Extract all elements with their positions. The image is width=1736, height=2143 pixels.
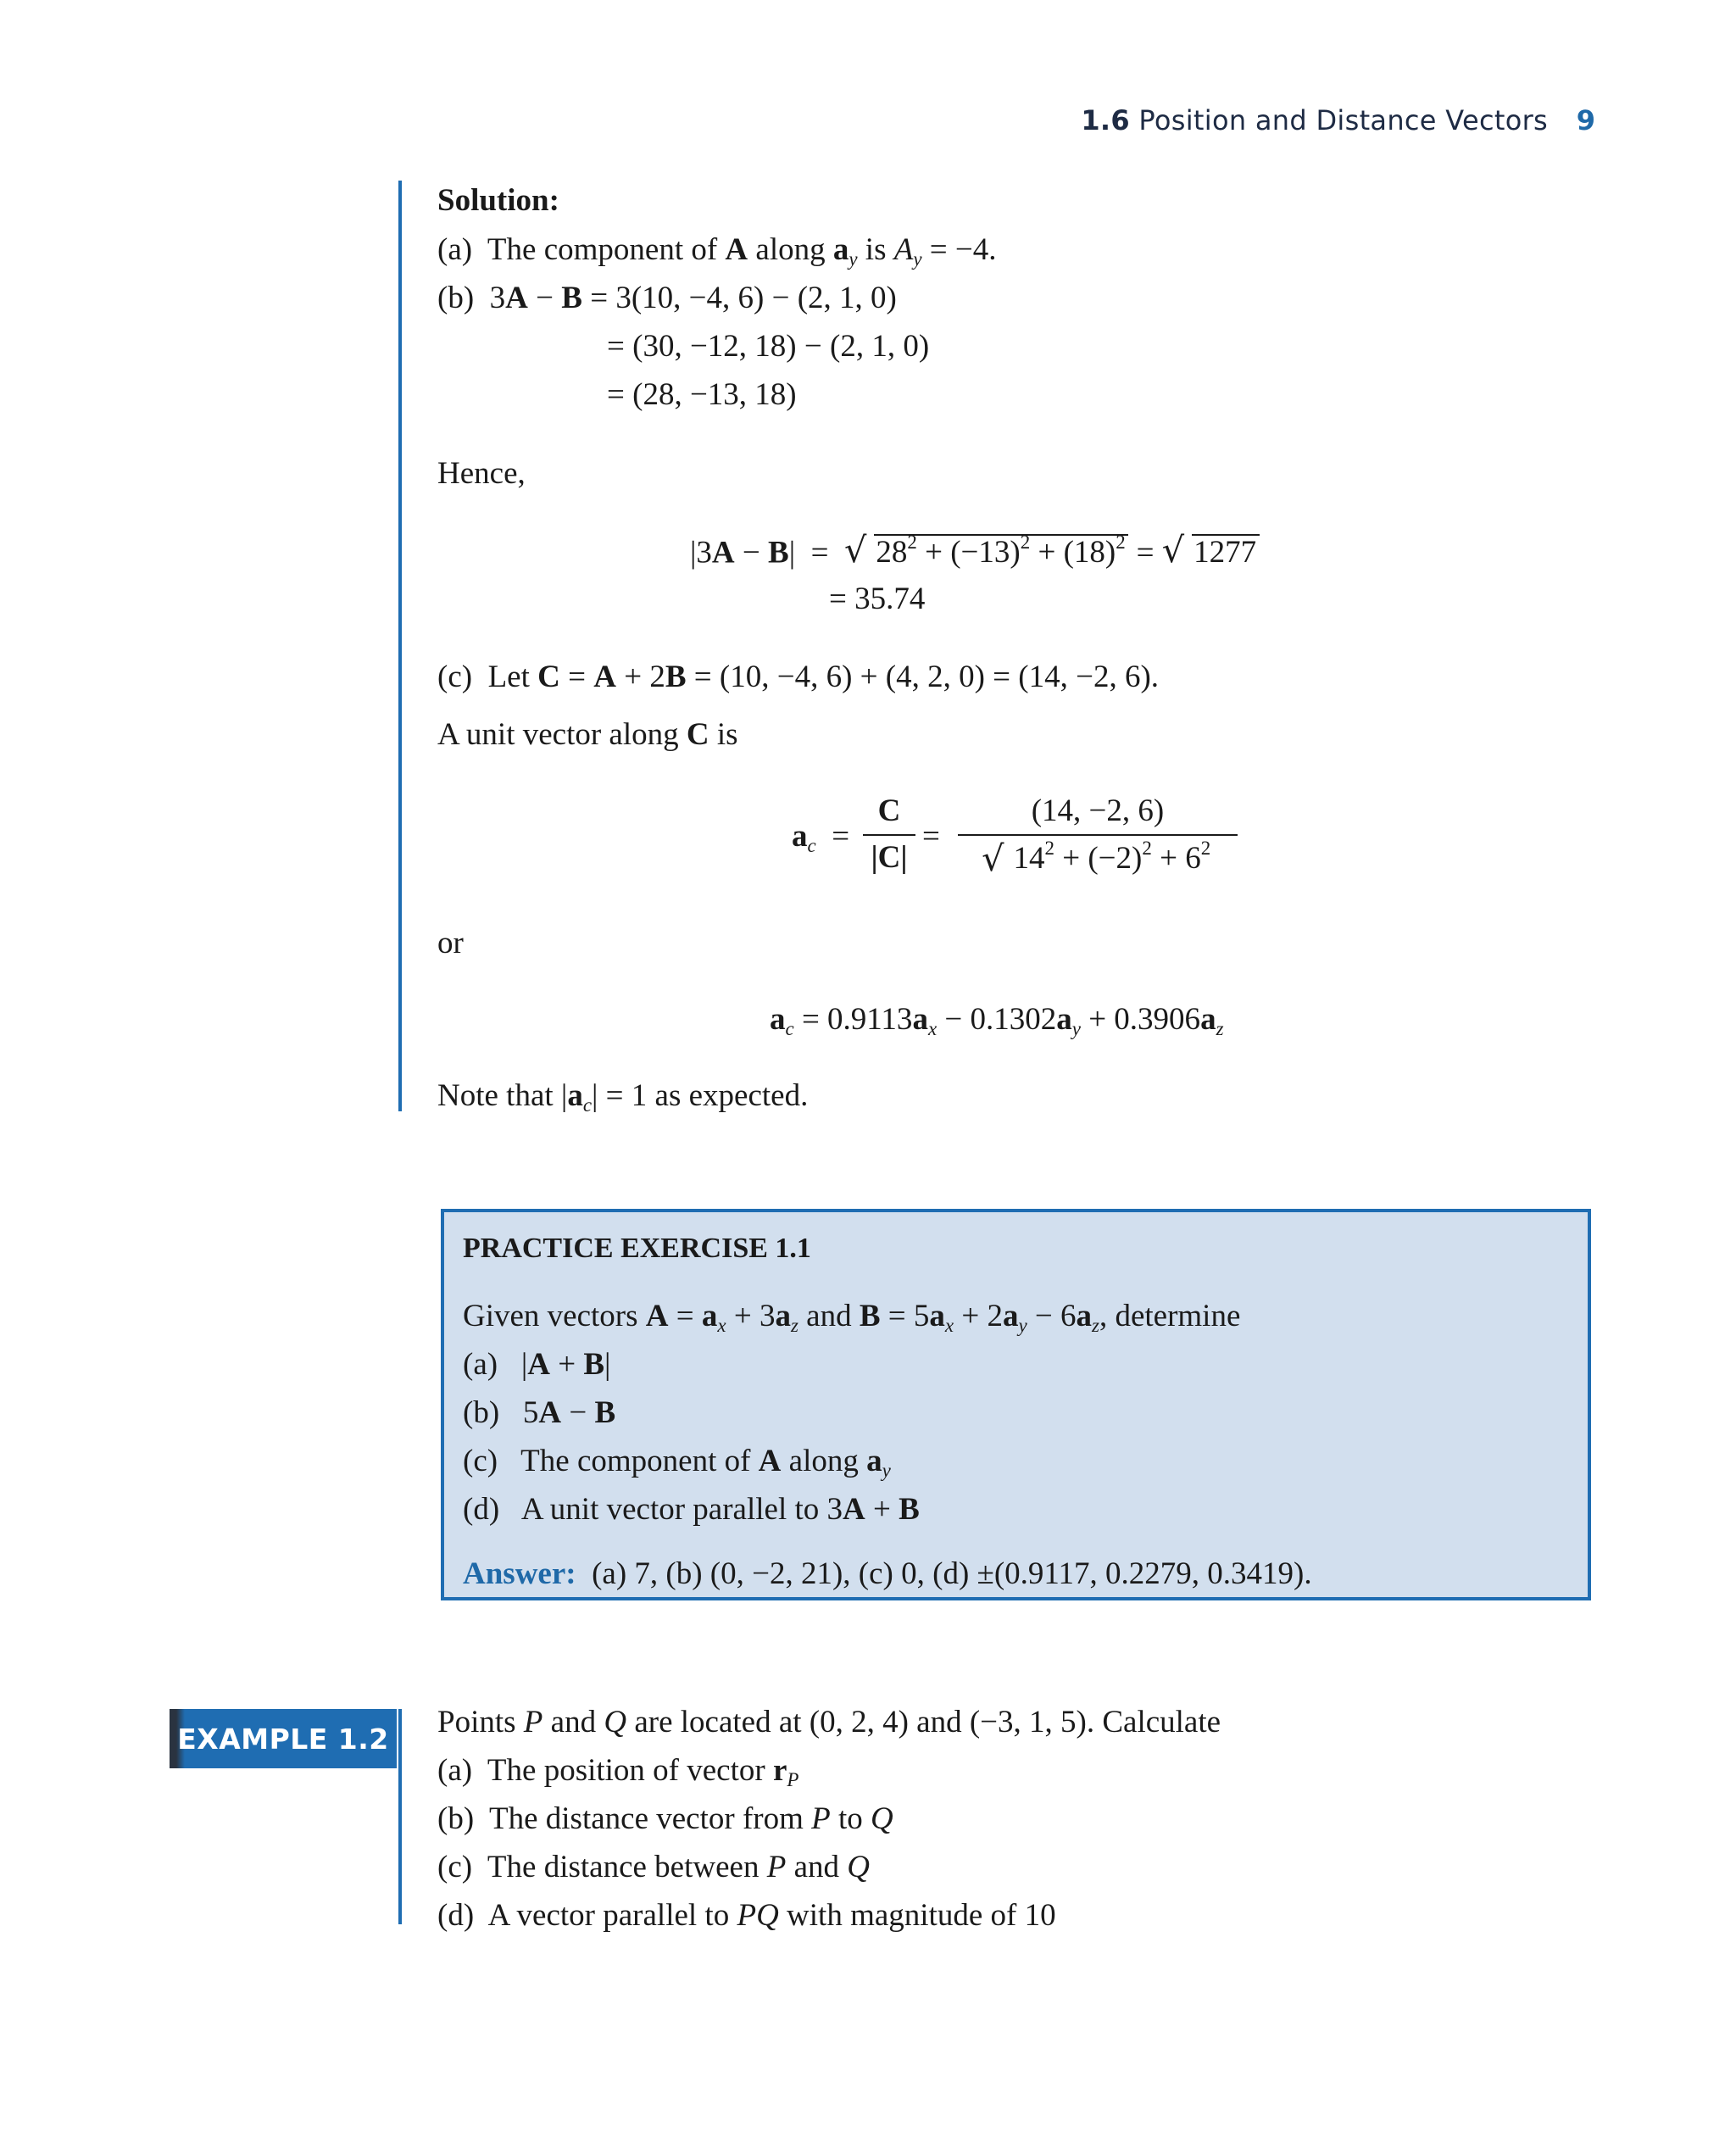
- practice-item-b: [463, 1397, 615, 1428]
- exponent: 2: [1044, 838, 1054, 860]
- abs-open: |3: [690, 535, 712, 571]
- exponent: 2: [1116, 532, 1126, 554]
- unit-a: a: [1002, 1299, 1019, 1333]
- unit-a: a: [792, 819, 808, 854]
- unit-a: a: [701, 1299, 718, 1333]
- radical-sign: √: [982, 838, 1004, 880]
- unit-vector-lhs: [792, 819, 850, 856]
- equals-sign: =: [568, 660, 586, 694]
- part-a-text: The component of: [487, 232, 718, 267]
- item-label: (b): [463, 1395, 500, 1430]
- vector-B: B: [594, 1395, 616, 1430]
- unit-vector-result: [770, 1002, 1224, 1039]
- minus-sign: −: [561, 1395, 595, 1430]
- vector-A: A: [843, 1492, 865, 1527]
- unit-a: a: [912, 1002, 928, 1037]
- practice-given: [463, 1299, 1241, 1336]
- example-margin-rule: [398, 1709, 402, 1924]
- example-item-b: [437, 1803, 893, 1834]
- abs-close: |: [788, 535, 796, 571]
- minus-sign: −: [536, 281, 554, 315]
- solution-margin-rule: [398, 181, 402, 1111]
- example-label: EXAMPLE 1.2: [170, 1709, 397, 1768]
- and-text: and: [550, 1705, 597, 1739]
- part-a-value: = −4.: [929, 232, 997, 267]
- coefficient: − 0.1302: [937, 1002, 1057, 1037]
- solution-heading: Solution:: [437, 183, 559, 218]
- hence-text: Hence,: [437, 456, 526, 491]
- item-text: The component of: [520, 1444, 751, 1478]
- vector-A: A: [538, 1395, 562, 1430]
- vector-B: B: [859, 1299, 881, 1333]
- sub-y: y: [849, 248, 858, 270]
- given-tail: , determine: [1099, 1299, 1241, 1333]
- exponent: 2: [1142, 838, 1152, 860]
- fraction-C-over-magnitude: [863, 793, 915, 876]
- unit-a: a: [929, 1299, 945, 1333]
- sub-z: z: [790, 1314, 798, 1336]
- numerator: (14, −2, 6): [958, 793, 1238, 836]
- term: + 2: [954, 1299, 1003, 1333]
- unit-a: a: [770, 1002, 786, 1037]
- item-label: (a): [463, 1347, 498, 1382]
- unit-a: a: [775, 1299, 791, 1333]
- point-P: P: [523, 1705, 543, 1739]
- and-text: and: [793, 1850, 839, 1884]
- term: + 3: [726, 1299, 776, 1333]
- unit-a: a: [866, 1444, 882, 1478]
- exponent: 2: [1200, 838, 1211, 860]
- sqrt-expression: [844, 530, 1128, 571]
- vector-B: B: [561, 281, 582, 315]
- sub-c: c: [582, 1094, 592, 1116]
- part-b-label: (b): [437, 281, 475, 315]
- solution-part-c: [437, 661, 1159, 693]
- along-text: along: [788, 1444, 859, 1478]
- term: = 5: [880, 1299, 930, 1333]
- to-text: to: [837, 1801, 863, 1836]
- and-text: and: [798, 1299, 860, 1333]
- sub-y: y: [1018, 1314, 1027, 1336]
- sub-c: c: [807, 834, 816, 856]
- vector-A: A: [711, 535, 735, 571]
- denominator: |C|: [871, 840, 908, 875]
- coef-3: 3: [489, 281, 506, 315]
- solution-part-b-line1: [437, 282, 897, 314]
- practice-item-c: [463, 1444, 891, 1481]
- component-A: A: [893, 232, 914, 267]
- sqrt-expression: [982, 838, 1214, 880]
- solution-part-b-line3: = (28, −13, 18): [607, 377, 797, 412]
- part-c-expression: = (10, −4, 6) + (4, 2, 0) = (14, −2, 6).: [693, 660, 1160, 694]
- item-label: (c): [463, 1444, 498, 1478]
- denominator: [958, 836, 1238, 880]
- unit-vector-intro: [437, 719, 738, 750]
- fraction-components: [958, 793, 1238, 880]
- practice-exercise-box: [441, 1209, 1591, 1600]
- radicand: 1277: [1192, 534, 1260, 568]
- part-a-is: is: [865, 232, 887, 267]
- term: + 6: [1151, 841, 1201, 877]
- part-a-label: (a): [437, 232, 473, 267]
- point-P: P: [811, 1801, 831, 1836]
- coefficient: + 0.3906: [1080, 1002, 1201, 1037]
- item-text: The position of vector: [487, 1753, 765, 1788]
- note-text: | = 1 as expected.: [592, 1078, 809, 1113]
- section-title: Position and Distance Vectors: [1138, 104, 1548, 136]
- vector-B: B: [583, 1347, 605, 1382]
- item-text: A vector parallel to: [487, 1898, 730, 1933]
- term: 14: [1013, 841, 1045, 877]
- equals-sign: =: [1136, 535, 1155, 571]
- term: − 6: [1027, 1299, 1077, 1333]
- item-label: (d): [463, 1492, 500, 1527]
- vector-C: C: [686, 717, 709, 752]
- unit-a: a: [1056, 1002, 1072, 1037]
- sub-x: x: [927, 1017, 938, 1039]
- sub-z: z: [1216, 1017, 1224, 1039]
- term: + (−13): [916, 535, 1021, 571]
- is-text: is: [716, 717, 738, 752]
- example-item-c: [437, 1851, 870, 1883]
- vector-A: A: [645, 1299, 669, 1333]
- unit-vector-text: A unit vector along: [437, 717, 679, 752]
- equals-sign: =: [810, 535, 829, 571]
- point-P: P: [766, 1850, 787, 1884]
- answer-text: (a) 7, (b) (0, −2, 21), (c) 0, (d) ±(0.9117, 0.2279, 0.3419).: [592, 1556, 1312, 1591]
- item-text: The distance vector from: [489, 1801, 804, 1836]
- sub-x: x: [717, 1314, 726, 1336]
- vector-A: A: [758, 1444, 782, 1478]
- vector-A: A: [505, 281, 528, 315]
- term: + (18): [1030, 535, 1116, 571]
- exponent: 2: [1020, 532, 1031, 554]
- let-text: Let: [487, 660, 530, 694]
- point-Q: Q: [604, 1705, 627, 1739]
- example-intro: [437, 1706, 1221, 1738]
- term: 28: [876, 535, 908, 571]
- term: + (−2): [1054, 841, 1143, 877]
- sub-z: z: [1092, 1314, 1099, 1336]
- vector-A: A: [593, 660, 616, 694]
- practice-title: PRACTICE EXERCISE 1.1: [463, 1233, 811, 1264]
- intro-text: Points: [437, 1705, 516, 1739]
- item-label: (d): [437, 1898, 475, 1933]
- practice-item-d: [463, 1494, 920, 1525]
- vector-B: B: [768, 535, 789, 571]
- numerator: C: [863, 793, 915, 836]
- magnitude-equation: [690, 530, 1260, 571]
- sub-P: P: [787, 1768, 799, 1790]
- part-c-label: (c): [437, 660, 473, 694]
- segment-PQ: PQ: [737, 1898, 779, 1933]
- running-header: [1081, 104, 1548, 136]
- example-item-a: [437, 1753, 799, 1790]
- vector-A: A: [527, 1347, 550, 1382]
- coefficient: = 0.9113: [801, 1002, 913, 1037]
- equals-sign: =: [668, 1299, 702, 1333]
- answer-label: Answer:: [463, 1556, 576, 1591]
- item-text: The distance between: [487, 1850, 760, 1884]
- point-Q: Q: [847, 1850, 870, 1884]
- abs-close: |: [604, 1347, 611, 1382]
- or-text: or: [437, 926, 464, 960]
- abs-open: |: [520, 1347, 528, 1382]
- part-a-along: along: [755, 232, 826, 267]
- part-b-expression-1: = 3(10, −4, 6) − (2, 1, 0): [590, 281, 897, 315]
- vector-r: r: [772, 1753, 787, 1788]
- unit-a: a: [832, 232, 849, 267]
- unit-a: a: [1200, 1002, 1216, 1037]
- plus-sign: +: [624, 660, 643, 694]
- plus-sign: +: [549, 1347, 584, 1382]
- vector-C: C: [537, 660, 560, 694]
- minus-sign: −: [734, 535, 769, 571]
- equals-sign: =: [832, 819, 850, 854]
- item-label: (c): [437, 1850, 473, 1884]
- example-item-d: [437, 1900, 1056, 1931]
- item-label: (a): [437, 1753, 473, 1788]
- radical-sign: √: [844, 530, 867, 571]
- exponent: 2: [907, 532, 917, 554]
- sub-y: y: [913, 248, 922, 270]
- solution-part-a: [437, 232, 997, 270]
- plus-sign: +: [865, 1492, 899, 1527]
- section-number: 1.6: [1081, 104, 1130, 136]
- vector-B: B: [899, 1492, 920, 1527]
- vector-A: A: [725, 232, 748, 267]
- sqrt-final: [1161, 530, 1260, 571]
- given-text: Given vectors: [463, 1299, 638, 1333]
- practice-answer: [463, 1558, 1312, 1589]
- coef-5: 5: [522, 1395, 539, 1430]
- item-label: (b): [437, 1801, 475, 1836]
- note-text: Note that |: [437, 1078, 568, 1113]
- coef-2: 2: [649, 660, 665, 694]
- radical-sign: √: [1161, 530, 1185, 571]
- vector-B: B: [665, 660, 687, 694]
- item-text: with magnitude of 10: [787, 1898, 1056, 1933]
- page-number: 9: [1576, 104, 1595, 136]
- sub-y: y: [882, 1459, 891, 1481]
- note-line: [437, 1078, 809, 1116]
- point-Q: Q: [871, 1801, 893, 1836]
- sub-c: c: [785, 1017, 794, 1039]
- intro-text: are located at (0, 2, 4) and (−3, 1, 5). Calculate: [634, 1705, 1221, 1739]
- item-text: A unit vector parallel to 3: [520, 1492, 843, 1527]
- sub-y: y: [1071, 1017, 1081, 1039]
- sub-x: x: [944, 1314, 954, 1336]
- magnitude-result: = 35.74: [829, 582, 926, 616]
- equals-sign: =: [922, 819, 940, 854]
- unit-a: a: [1076, 1299, 1093, 1333]
- unit-a: a: [567, 1078, 583, 1113]
- solution-part-b-line2: = (30, −12, 18) − (2, 1, 0): [607, 329, 930, 364]
- practice-item-a: [463, 1349, 610, 1380]
